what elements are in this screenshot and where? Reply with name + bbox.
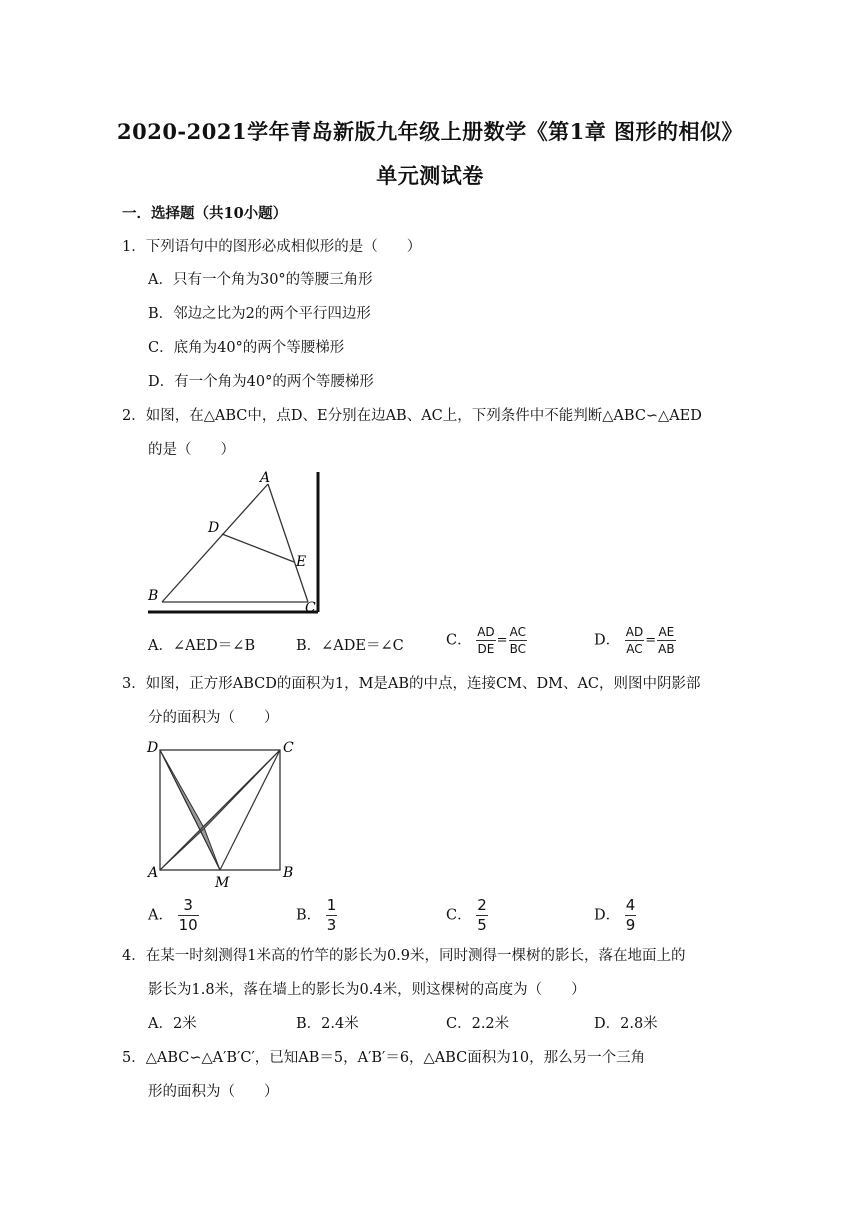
- label-e: E: [296, 554, 307, 570]
- q2-stem-line1: 2．如图，在△ABC中，点D、E分别在边AB、AC上，下列条件中不能判断△ABC∽△AED: [122, 408, 702, 424]
- q1-option-d: D．有一个角为40°的两个等腰梯形: [148, 374, 374, 390]
- q1-option-c: C．底角为40°的两个等腰梯形: [148, 340, 345, 356]
- q1-option-a: A．只有一个角为30°的等腰三角形: [148, 272, 373, 288]
- label-b: B: [148, 588, 159, 604]
- equals-sign: =: [645, 632, 657, 648]
- section-heading: 一．选择题（共10小题）: [122, 205, 288, 222]
- label-d: D: [208, 520, 220, 536]
- q1-stem: 1．下列语句中的图形必成相似形的是（ ）: [122, 239, 422, 255]
- q3-option-d: D． $\frac{4}{9}$: [594, 896, 636, 934]
- q2-stem-line2: 的是（ ）: [148, 442, 235, 458]
- q4-option-a: A．2米: [148, 1016, 197, 1032]
- q2-option-c-fraction-1: $\frac{AD}{DE}$: [477, 625, 495, 656]
- q2-triangle-figure: [140, 466, 330, 618]
- label-m: M: [215, 875, 230, 888]
- q2-option-c-prefix: C．: [446, 632, 472, 649]
- q2-option-d: [594, 626, 676, 655]
- title-line-2: 单元测试卷: [376, 163, 484, 188]
- q3-square-figure: [140, 736, 310, 888]
- diagonal-ac: [160, 750, 280, 870]
- q2-option-d-fraction-2: $\frac{AE}{AB}$: [658, 625, 675, 656]
- label-b: B: [283, 865, 294, 881]
- q5-stem-line1: 5．△ABC∽△A′B′C′，已知AB＝5，A′B′＝6，△ABC面积为10，那么另一个三角: [122, 1050, 646, 1066]
- q2-option-c-fraction-2: $\frac{AC}{BC}$: [509, 625, 526, 656]
- q3-stem-line1: 3．如图，正方形ABCD的面积为1，M是AB的中点，连接CM、DM、AC，则图中阴影部: [122, 676, 701, 692]
- q5-stem-line2: 形的面积为（ ）: [148, 1084, 279, 1100]
- q2-option-d-prefix: D．: [594, 632, 621, 649]
- q4-stem-line2: 影长为1.8米，落在墙上的影长为0.4米，则这棵树的高度为（ ）: [148, 982, 586, 998]
- q2-option-a: A．∠AED＝∠B: [148, 638, 256, 654]
- equals-sign: =: [496, 632, 508, 648]
- segment-cm: [220, 750, 280, 870]
- q4-option-b: B．2.4米: [296, 1016, 359, 1032]
- q2-option-c: [446, 626, 527, 655]
- title-line-1: 2020-2021学年青岛新版九年级上册数学《第1章 图形的相似》: [116, 119, 744, 144]
- side-ab: [162, 484, 268, 602]
- label-a: A: [148, 865, 159, 881]
- q2-option-d-fraction-1: $\frac{AD}{AC}$: [625, 625, 644, 656]
- q4-option-d: D．2.8米: [594, 1016, 658, 1032]
- segment-dm: [160, 750, 220, 870]
- label-a: A: [260, 470, 271, 486]
- label-c: C: [305, 600, 316, 616]
- q2-option-b: B．∠ADE＝∠C: [296, 638, 404, 654]
- q3-option-b: B． $\frac{1}{3}$: [296, 896, 337, 934]
- q4-stem-line1: 4．在某一时刻测得1米高的竹竿的影长为0.9米，同时测得一棵树的影长，落在地面上的: [122, 948, 686, 964]
- q3-option-a: A． $\frac{3}{10}$: [148, 896, 198, 934]
- q4-option-c: C．2.2米: [446, 1016, 510, 1032]
- segment-de: [222, 534, 294, 562]
- q1-option-b: B．邻边之比为2的两个平行四边形: [148, 306, 371, 322]
- side-ac: [268, 484, 308, 602]
- label-c: C: [283, 740, 294, 756]
- q3-stem-line2: 分的面积为（ ）: [148, 710, 279, 726]
- label-d: D: [147, 740, 159, 756]
- q3-option-c: C． $\frac{2}{5}$: [446, 896, 487, 934]
